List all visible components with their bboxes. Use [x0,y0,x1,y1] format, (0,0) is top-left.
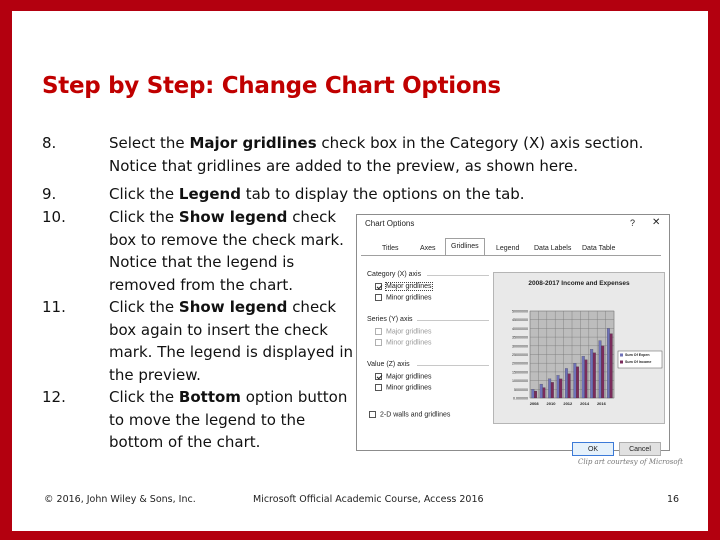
walls-checkbox[interactable] [369,411,376,418]
bar [610,334,613,398]
chart-preview [493,272,665,424]
gridlines-checkbox [375,328,382,335]
option-label: Major gridlines [386,328,432,336]
major-gridlines-option[interactable] [375,373,432,380]
clip-art-credit: Clip art courtesy of Microsoft [578,458,683,466]
y-tick-label: 20000000 [512,361,528,366]
y-tick-label: 30000000 [512,344,528,349]
bar [534,391,537,398]
step-emphasis: Legend [178,185,241,203]
bar [557,375,560,398]
tab-data-labels[interactable]: Data Labels [534,245,572,252]
step-number: 8. [42,134,57,152]
step-number: 10. [42,208,66,226]
bar [568,374,571,398]
bar [582,356,585,398]
major-gridlines-option[interactable] [375,283,432,290]
gridlines-checkbox[interactable] [375,384,382,391]
bar [565,368,568,398]
bar [551,382,554,398]
y-tick-label: 5000000 [514,387,528,392]
step-text [109,296,359,386]
tab-axes[interactable]: Axes [420,245,436,252]
bar [599,341,602,398]
step-text [109,206,359,296]
option-label: Minor gridlines [386,294,432,302]
bar [543,388,546,398]
step-emphasis: Major gridlines [189,134,317,152]
y-tick-label: 10000000 [512,379,528,384]
step-emphasis: Show legend [178,208,288,226]
legend-entry: Sum Of Expen [625,353,650,357]
minor-gridlines-option [375,339,432,346]
group-label: Value (Z) axis [367,361,410,368]
step-item [42,206,359,296]
step-text [109,386,359,454]
step-item [42,296,359,386]
step-text [109,183,669,206]
gridlines-checkbox[interactable] [375,294,382,301]
y-tick-label: 0.000000 [513,396,528,401]
group-divider [417,365,489,366]
minor-gridlines-option[interactable] [375,294,432,301]
step-item [42,183,669,206]
tab-titles[interactable]: Titles [382,245,399,252]
x-tick-label: 2014 [580,401,590,406]
step-text-part: Click the [109,298,179,316]
footer-copyright: © 2016, John Wiley & Sons, Inc. [44,494,196,505]
gridlines-checkbox [375,339,382,346]
bar [601,346,604,398]
bar [585,360,588,398]
legend-swatch [620,361,623,364]
step-emphasis: Bottom [178,388,241,406]
walls-gridlines-option[interactable] [369,411,450,418]
close-icon[interactable]: ✕ [652,217,661,228]
y-tick-label: 25000000 [512,353,528,357]
step-text-part: check box again to insert the check mark. The legend is displayed in the preview. [109,298,354,384]
step-item [42,386,359,454]
step-text-part: Select the [109,134,190,152]
tab-legend[interactable]: Legend [496,245,520,252]
group-label: Category (X) axis [367,271,422,278]
tab-gridlines[interactable]: Gridlines [445,238,485,256]
step-text-part: Click the [109,208,179,226]
option-label: Major gridlines [386,283,432,291]
y-tick-label: 45000000 [512,318,528,323]
slide-title: Step by Step: Change Chart Options [42,73,501,99]
option-label: Minor gridlines [386,384,432,392]
step-number: 11. [42,298,66,316]
legend-swatch [620,354,623,357]
bar [548,379,551,398]
step-text-part: tab to display the options on the tab. [240,185,525,203]
walls-label: 2-D walls and gridlines [380,411,451,419]
step-number: 12. [42,388,66,406]
step-text-part: check box to remove the check mark. Notice that the legend is removed from the chart. [109,208,344,294]
step-number: 9. [42,185,57,203]
y-tick-label: 40000000 [512,326,528,331]
option-label: Major gridlines [386,373,432,381]
gridlines-checkbox[interactable] [375,283,382,290]
tab-divider [361,255,661,256]
chart-options-dialog [356,214,670,451]
footer-page-number: 16 [667,494,680,505]
help-icon[interactable]: ? [630,218,636,228]
step-text-part: option button to move the legend to the bottom of the chart. [109,388,348,451]
bar [540,384,543,398]
major-gridlines-option [375,328,432,335]
legend-entry: Sum Of Income [625,360,652,364]
chart-svg [494,273,664,423]
slide [12,11,708,531]
x-tick-label: 2012 [563,401,573,406]
footer-course: Microsoft Official Academic Course, Access 2016 [253,494,484,505]
group-divider [417,320,489,321]
option-label: Minor gridlines [386,339,432,347]
y-tick-label: 35000000 [512,335,528,340]
bar [576,367,579,398]
step-text-part: Click the [109,185,179,203]
bar [574,363,577,398]
x-tick-label: 2016 [596,401,606,406]
step-emphasis: Show legend [178,298,288,316]
group-divider [427,275,489,276]
bar [559,379,562,398]
y-tick-label: 15000000 [512,370,528,375]
dialog-title: Chart Options [365,219,415,228]
x-tick-label: 2008 [529,401,539,406]
tab-data-table[interactable]: Data Table [582,245,616,252]
step-text-part: check box in the Category (X) axis section. Notice that gridlines are added to the preview, as shown here. [109,134,644,175]
bar [590,349,593,398]
minor-gridlines-option[interactable] [375,384,432,391]
y-tick-label: 50000000 [512,309,528,314]
step-text [109,132,669,177]
bar [532,389,535,398]
bar [593,353,596,398]
gridlines-checkbox[interactable] [375,373,382,380]
bar [607,328,610,398]
step-item [42,132,669,177]
chart-title: 2008-2017 Income and Expenses [528,280,630,287]
ok-button[interactable]: OK [572,442,614,456]
x-tick-label: 2010 [546,401,556,406]
cancel-button[interactable]: Cancel [619,442,661,456]
group-label: Series (Y) axis [367,316,413,323]
step-text-part: Click the [109,388,179,406]
